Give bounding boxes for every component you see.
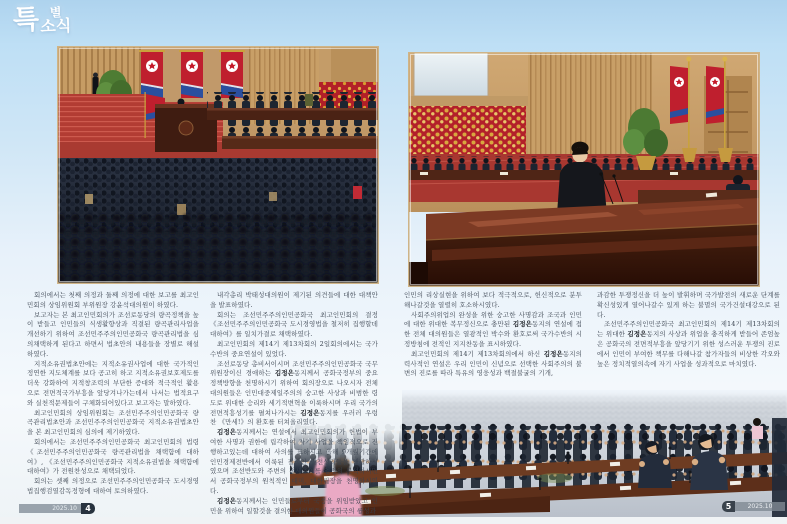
logo-char-mid: 소식 — [39, 15, 72, 37]
assembly-hall-wide-photo — [57, 46, 379, 284]
projection-screen — [414, 52, 488, 96]
guard-figure — [93, 73, 98, 78]
right-page-footer — [722, 501, 785, 512]
ornate-door — [331, 46, 379, 84]
dprk-flags — [139, 50, 245, 98]
standing-crowd — [57, 158, 379, 284]
page-number: 4 — [81, 503, 95, 514]
left-page-column-2: 내각총리 박태성대의원이 제기된 의견들에 대한 대책안을 발표하였다. 회의는 조선민주주의인민공화국 최고인민회의 결정 《조선민주주의인민공화국 도시경영법을 철저히 집행할데 대하여》를 일치가결로 채택하였다. 최고인민회의 제14기 제13차회의 2일회의에서는 국가수반의 중요연설이 있었다. 조선로동당 총비서이시며 조선민주주의인민공화국 국무위원장이신 경애하는 김정은동지께서 공화국정부의 중요정책방향을 천명하시기 위하여 회의장으로 나오시자 전체 대의원들은 인민대중제일주의의 숭고한 사상과 비범한 령도로 위대한 승리와 세기적변혁을 이룩하시며 우리 국가의 전면적흥성기를 펼쳐나가시는 김정은동지를 우러러 우렁찬 《만세!》의 환호를 터쳐올리였다. 김정은동지께서는 연설에서 최고인민회의가 헌법이 부여한 사명과 권한에 립각하여 자기 사업을 책임적으로 진행하고있는데 대하여 사의를 표하시고 올해 9개월기간에 인민경제전반에서 이룩된 질적인 발전성과들을 개괄하시였으며 조선반도와 주변의 정세추이를 엄정히 분석하시면서 공화국정부의 원칙적인 대미, 대한립장을 천명하시였다. 김정은동지께서는 인민들로부터 국정을 위임받았고 인민을 위하여 일할것을 결의한 대의원들이 공화국의 륭성과 — [210, 291, 378, 515]
flower-banner-wall — [408, 106, 526, 154]
leader-speech-photo — [408, 52, 760, 287]
right-page-column-1: 인민의 리상실현을 위하여 보다 적극적으로, 헌신적으로 분투해나갈것을 열렬히 호소하시였다. 사회주의위업의 완성을 위한 숭고한 사명감과 조국과 인민에 대한 위대한 복무정신으로 충만된 김정은동지의 연설에 접한 전체 대의원들은 열광적인 박수와 환호로써 국가수반의 시정방침에 전적인 지지찬동을 표시하였다. 최고인민회의 제14기 제13차회의에서 하신 김정은동지의 력사적인 연설은 우리 인민이 신념으로 선택한 사회주의의 불변의 진로를 따라 특유의 영웅성과 백절불굴의 기개, — [404, 291, 582, 378]
magazine-logo — [13, 5, 72, 35]
scan-edge — [0, 517, 787, 524]
logo-char-big: 특 — [12, 4, 40, 37]
left-page-column-1: 회의에서는 첫째 의정과 둘째 의정에 대한 보고를 최고인민회의 상임위원회 부위원장 강윤석대의원이 하였다. 보고자는 본 최고인민회의가 조선로동당의 량곡정책을 높이 받들고 인민들의 식생활향상과 직결된 량곡관리사업을 개선하기 위하여 조선민주주의인민공화국 량곡관리법을 심의채택하게 된다고 하면서 법초안의 내용들을 장별로 해설하였다. 지적소유권법초안에는 지적소유권사업에 대한 국가적인 정연한 지도체계를 보다 공고히 하고 지적소유권보호제도를 더욱 강화하여 지적창조력의 부단한 증대와 적극적인 활용으로 전면적국가부흥을 앞당겨나가는데서 나서는 법적요구와 실천적문제들이 구체화되어있다고 보고자는 말하였다. 최고인민회의 상임위원회는 조선민주주의인민공화국 량곡관리법초안과 조선민주주의인민공화국 지적소유권법초안을 본 최고인민회의 심의에 제기하였다. 회의에서는 조선민주주의인민공화국 최고인민회의 법령 《조선민주주의인민공화국 량곡관리법을 채택함에 대하여》, 《조선민주주의인민공화국 지적소유권법을 채택함에 대하여》가 전원찬성으로 채택되었다. 회의는 셋째 의정으로 조선민주주의인민공화국 도시경영법집행검열감독정형에 대하여 토의하였다. — [27, 291, 199, 495]
logo-stack — [39, 5, 72, 37]
issue-date: 2025.10 — [735, 502, 785, 511]
page-number: 5 — [722, 501, 735, 512]
issue-date: 2025.10 — [19, 504, 81, 513]
leadership-tiers — [207, 92, 379, 149]
left-page-footer — [19, 503, 95, 514]
logo-char-small: 별 — [49, 5, 62, 20]
right-page-column-2: 과감한 투쟁정신을 더 높이 발휘하며 국가발전의 새로운 단계를 확신성있게 열어나갈수 있게 하는 불멸의 국가건설대강으로 된다. 조선민주주의인민공화국 최고인민회의 제14기 제13차회의는 위대한 김정은동지의 사상과 위업을 충직하게 받들어 존엄높은 공화국의 전면적부흥을 앞당기기 위한 성스러운 투쟁의 진로에서 인민이 부여한 책무를 다해나갈 참가자들의 비상한 각오와 높은 정치적열의속에 자기 사업을 성과적으로 마치였다. — [597, 291, 780, 368]
